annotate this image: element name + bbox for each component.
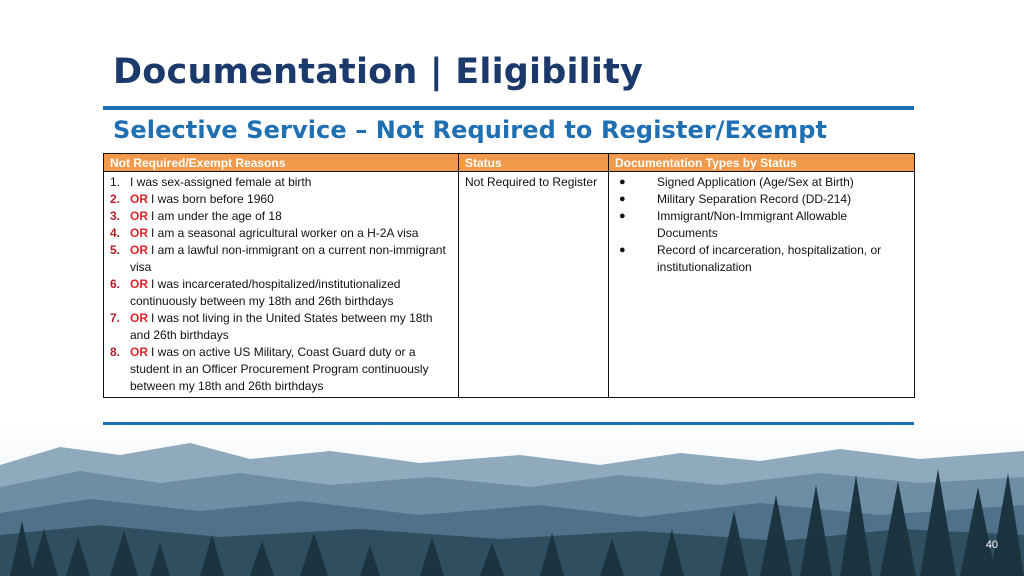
list-item (110, 242, 452, 276)
or-label: OR (130, 277, 148, 291)
list-item (615, 242, 908, 276)
item-body: I was born before 1960 (151, 192, 274, 206)
doc-type-text: Immigrant/Non-Immigrant Allowable Documents (657, 209, 848, 240)
item-body: I was sex-assigned female at birth (130, 175, 312, 189)
item-body: I was incarcerated/hospitalized/institutionalized continuously between my 18th and 26th birthdays (130, 277, 401, 308)
bullet-icon: ● (619, 244, 626, 256)
header-status: Status (459, 154, 609, 172)
item-number: 5. (110, 243, 121, 257)
item-text (130, 225, 418, 242)
or-label: OR (130, 345, 148, 359)
item-body: I am under the age of 18 (151, 209, 282, 223)
or-label: OR (130, 209, 148, 223)
list-item (110, 191, 452, 208)
doc-types-cell (609, 172, 915, 398)
list-item (110, 225, 452, 242)
item-number: 3. (110, 209, 121, 223)
exemption-table (103, 153, 915, 398)
item-body: I was not living in the United States between my 18th and 26th birthdays (130, 311, 433, 342)
header-doc-types: Documentation Types by Status (609, 154, 915, 172)
bullet-icon: ● (619, 210, 626, 222)
or-label: OR (130, 226, 148, 240)
doc-type-text: Military Separation Record (DD-214) (657, 192, 852, 206)
item-text (130, 242, 452, 276)
or-label: OR (130, 311, 148, 325)
item-text (130, 276, 452, 310)
table-row (104, 172, 915, 398)
item-body: I am a seasonal agricultural worker on a H-2A visa (151, 226, 419, 240)
list-item (615, 174, 908, 191)
page-number: 40 (985, 539, 998, 551)
mountain-forest-illustration (0, 425, 1024, 576)
item-number: 8. (110, 345, 121, 359)
slide-title: Documentation | Eligibility (113, 52, 644, 92)
item-text (130, 174, 311, 191)
item-text (130, 344, 452, 395)
item-number: 6. (110, 277, 121, 291)
item-number: 2. (110, 192, 121, 206)
item-number: 7. (110, 311, 121, 325)
doc-type-text: Signed Application (Age/Sex at Birth) (657, 175, 854, 189)
reasons-list (110, 174, 452, 395)
top-divider (103, 106, 914, 110)
doc-type-text: Record of incarceration, hospitalization, or institutionalization (657, 243, 882, 274)
item-text (130, 208, 282, 225)
status-cell: Not Required to Register (459, 172, 609, 398)
list-item (110, 174, 452, 191)
list-item (110, 208, 452, 225)
header-reasons: Not Required/Exempt Reasons (104, 154, 459, 172)
doc-types-list (615, 174, 908, 276)
item-text (130, 310, 452, 344)
list-item (615, 208, 908, 242)
bullet-icon: ● (619, 176, 626, 188)
slide-subtitle: Selective Service – Not Required to Register/Exempt (113, 116, 828, 144)
item-body: I was on active US Military, Coast Guard duty or a student in an Officer Procurement Program continuously between my 18th and 26th birthdays (130, 345, 429, 393)
or-label: OR (130, 192, 148, 206)
item-number: 1. (110, 175, 121, 189)
list-item (110, 344, 452, 395)
or-label: OR (130, 243, 148, 257)
list-item (110, 276, 452, 310)
table-header-row (104, 154, 915, 172)
item-number: 4. (110, 226, 121, 240)
item-text (130, 191, 274, 208)
list-item (615, 191, 908, 208)
bullet-icon: ● (619, 193, 626, 205)
reasons-cell (104, 172, 459, 398)
list-item (110, 310, 452, 344)
item-body: I am a lawful non-immigrant on a current non-immigrant visa (130, 243, 446, 274)
